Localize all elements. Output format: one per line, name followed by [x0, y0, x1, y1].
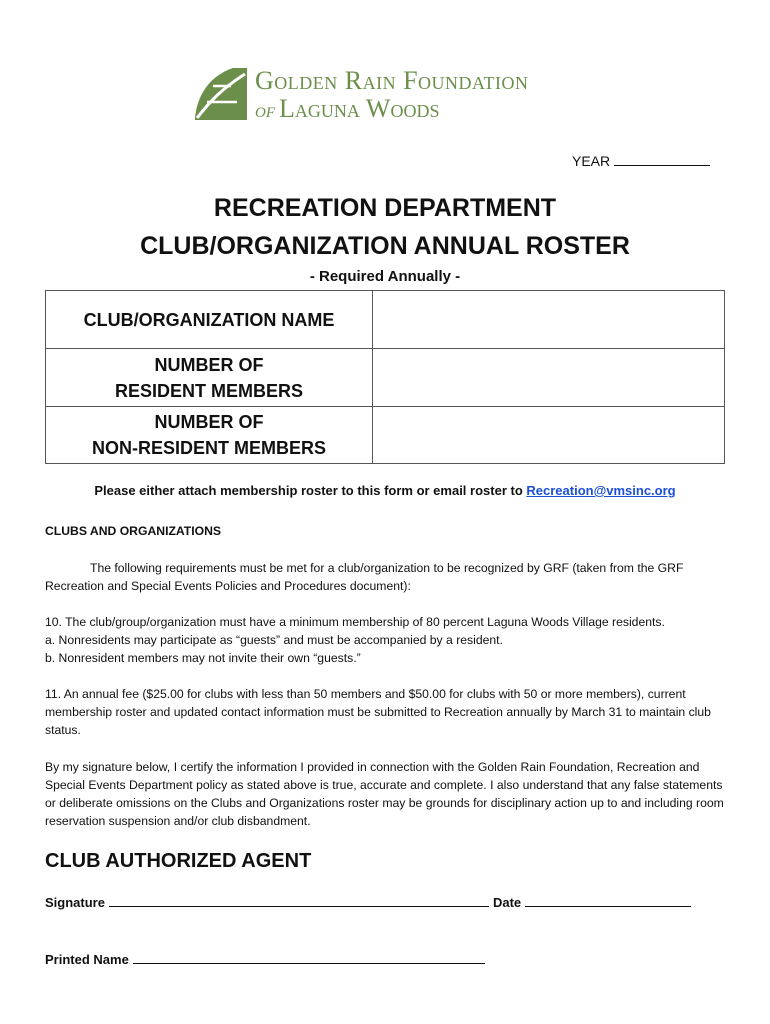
logo-of: of: [255, 98, 275, 122]
nonresident-members-label-a: NUMBER OF: [154, 412, 264, 432]
printed-name-input-line[interactable]: [133, 952, 485, 964]
printed-name-row: [45, 952, 489, 967]
signature-input-line[interactable]: [109, 895, 489, 907]
club-info-table: [45, 290, 725, 464]
attach-instructions: [0, 483, 770, 498]
title-line-2: CLUB/ORGANIZATION ANNUAL ROSTER: [140, 232, 630, 260]
rule-10a-line: a. Nonresidents may participate as “guests” and must be accompanied by a resident.: [45, 633, 503, 647]
grf-leaf-logo-icon: [193, 66, 247, 120]
rule-10b-line: b. Nonresident members may not invite their own “guests.”: [45, 651, 361, 665]
grf-logo: [193, 64, 583, 124]
title-line-1: RECREATION DEPARTMENT: [213, 194, 557, 222]
date-input-line[interactable]: [525, 895, 691, 907]
email-link[interactable]: Recreation@vmsinc.org: [526, 483, 676, 498]
paragraph-rule-11: 11. An annual fee ($25.00 for clubs with less than 50 members and $50.00 for clubs with 50 or more members), current membership roster and updated contact information must be submitted to Recreation annually by March 31 to maintain club status.: [45, 687, 711, 737]
year-label: YEAR: [572, 153, 611, 169]
subtitle: - Required Annually -: [309, 268, 461, 285]
nonresident-members-label: [46, 407, 373, 464]
logo-laguna-woods: Laguna Woods: [279, 94, 440, 123]
resident-members-input[interactable]: [373, 349, 725, 407]
paragraph-certification: By my signature below, I certify the information I provided in connection with the Golden Rain Foundation, Recreation and Special Events Department policy as stated above is true, accurate and complete. I also understand that any false statements or deliberate omissions on the Clubs and Organizations roster may be grounds for disciplinary action up to and including room reservation suspension and/or club disbandment.: [45, 760, 724, 828]
agent-heading: CLUB AUTHORIZED AGENT: [45, 850, 312, 872]
table-row: [46, 407, 725, 464]
year-field: [572, 153, 710, 169]
section-heading: CLUBS AND ORGANIZATIONS: [45, 524, 222, 538]
resident-members-label-b: RESIDENT MEMBERS: [114, 380, 303, 401]
logo-line-1: Golden Rain Foundation: [255, 66, 529, 95]
date-label: Date: [492, 895, 522, 910]
logo-line-2: [255, 94, 439, 124]
paragraph-requirements: The following requirements must be met for a club/organization to be recognized by GRF (taken from the GRF Recreation and Special Events Policies and Procedures document):: [45, 561, 684, 593]
signature-label: Signature: [45, 895, 105, 910]
club-name-label: CLUB/ORGANIZATION NAME: [46, 291, 373, 349]
nonresident-members-input[interactable]: [373, 407, 725, 464]
table-row: [46, 349, 725, 407]
table-row: [46, 291, 725, 349]
nonresident-members-label-b: NON-RESIDENT MEMBERS: [91, 438, 326, 458]
resident-members-label: [46, 349, 373, 407]
rule-10-line: 10. The club/group/organization must have a minimum membership of 80 percent Laguna Woods Village residents.: [45, 615, 665, 629]
signature-row: [45, 895, 695, 910]
paragraph-rule-10: [45, 613, 730, 667]
resident-members-label-a: NUMBER OF: [154, 354, 264, 375]
year-input-line[interactable]: [614, 153, 710, 166]
attach-text: Please either attach membership roster to this form or email roster to: [94, 483, 523, 498]
printed-name-label: Printed Name: [45, 952, 129, 967]
club-name-input[interactable]: [373, 291, 725, 349]
